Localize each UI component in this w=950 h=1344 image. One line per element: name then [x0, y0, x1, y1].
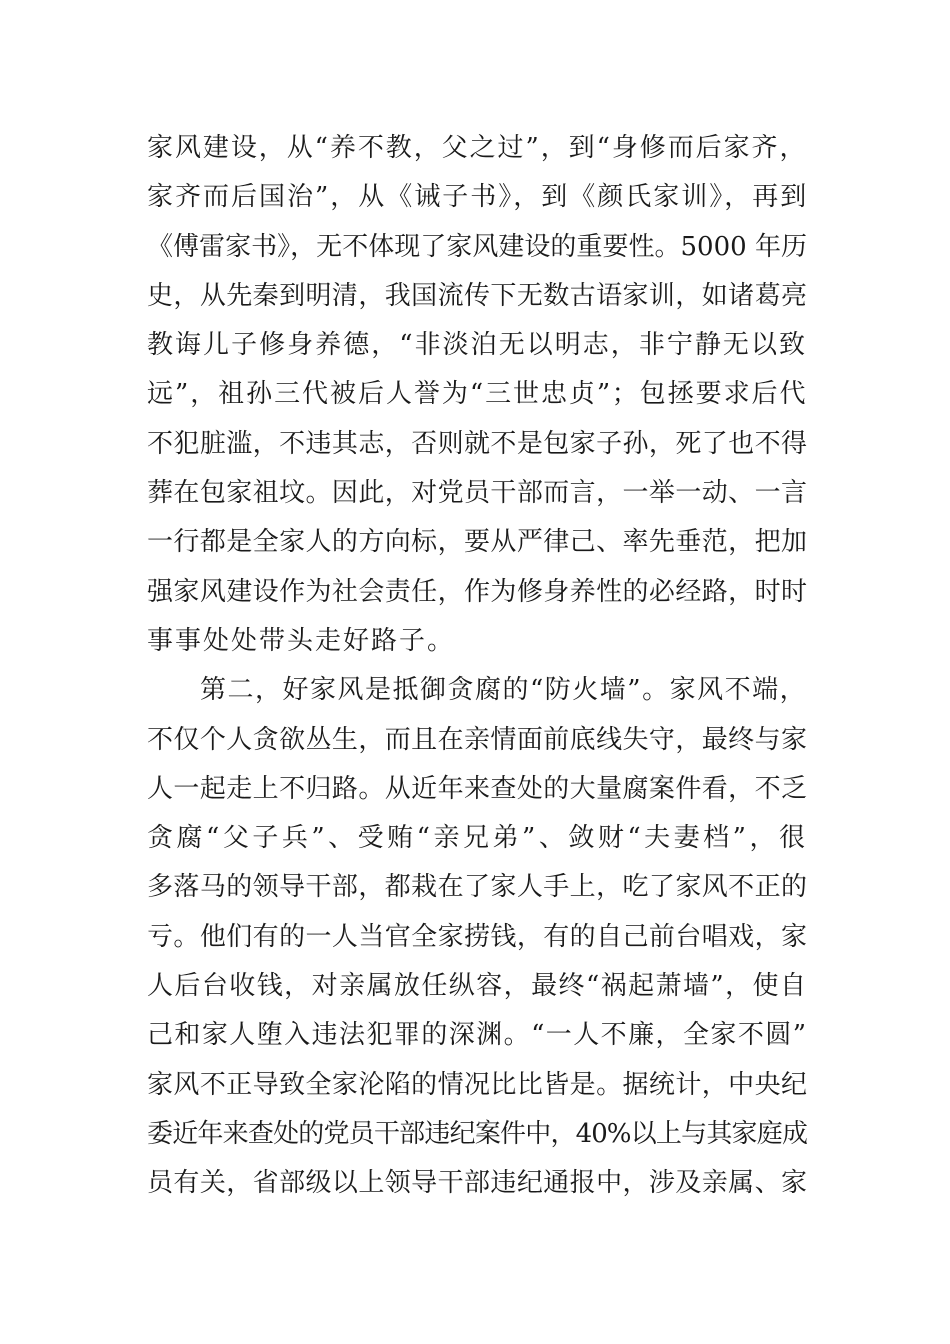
text-line: 葬在包家祖坟。因此，对党员干部而言，一举一动、一言	[147, 478, 807, 509]
text-line: 《傅雷家书》，无不体现了家风建设的重要性。5000 年历	[147, 231, 807, 262]
text-line: 家风建设，从“养不教，父之过”，到“身修而后家齐，	[147, 133, 807, 163]
text-line: 第二，好家风是抵御贪腐的“防火墙”。家风不端，	[200, 675, 808, 706]
text-line: 人一起走上不归路。从近年来查处的大量腐案件看，不乏	[147, 773, 807, 804]
text-line: 事事处处带头走好路子。	[147, 625, 456, 656]
document-body	[147, 124, 807, 1209]
text-line: 多落马的领导干部，都栽在了家人手上，吃了家风不正的	[147, 872, 807, 903]
text-line: 己和家人堕入违法犯罪的深渊。“一人不廉，全家不圆”	[147, 1020, 807, 1051]
text-line: 委近年来查处的党员干部违纪案件中，40%以上与其家庭成	[147, 1118, 807, 1149]
text-line: 人后台收钱，对亲属放任纵容，最终“祸起萧墙”，使自	[147, 971, 807, 1002]
text-line: 史，从先秦到明清，我国流传下无数古语家训，如诸葛亮	[147, 280, 807, 311]
text-line: 教诲儿子修身养德，“非淡泊无以明志，非宁静无以致	[147, 330, 807, 361]
text-line: 贪腐“父子兵”、受贿“亲兄弟”、敛财“夫妻档”，很	[147, 823, 807, 854]
paragraph-1	[147, 124, 807, 666]
text-line: 不犯脏滥，不违其志，否则就不是包家子孙，死了也不得	[147, 428, 807, 459]
paragraph-2	[147, 666, 807, 1208]
text-line: 亏。他们有的一人当官全家捞钱，有的自己前台唱戏，家	[147, 921, 807, 952]
text-line: 家风不正导致全家沦陷的情况比比皆是。据统计，中央纪	[147, 1069, 807, 1100]
text-line: 一行都是全家人的方向标，要从严律己、率先垂范，把加	[147, 527, 807, 558]
text-line: 家齐而后国治”，从《诫子书》，到《颜氏家训》，再到	[147, 182, 809, 213]
text-line: 远”，祖孙三代被后人誉为“三世忠贞”；包拯要求后代	[147, 379, 807, 410]
text-line: 不仅个人贪欲丛生，而且在亲情面前底线失守，最终与家	[147, 724, 807, 755]
text-line: 强家风建设作为社会责任，作为修身养性的必经路，时时	[147, 576, 807, 607]
text-line: 员有关，省部级以上领导干部违纪通报中，涉及亲属、家	[147, 1168, 807, 1199]
